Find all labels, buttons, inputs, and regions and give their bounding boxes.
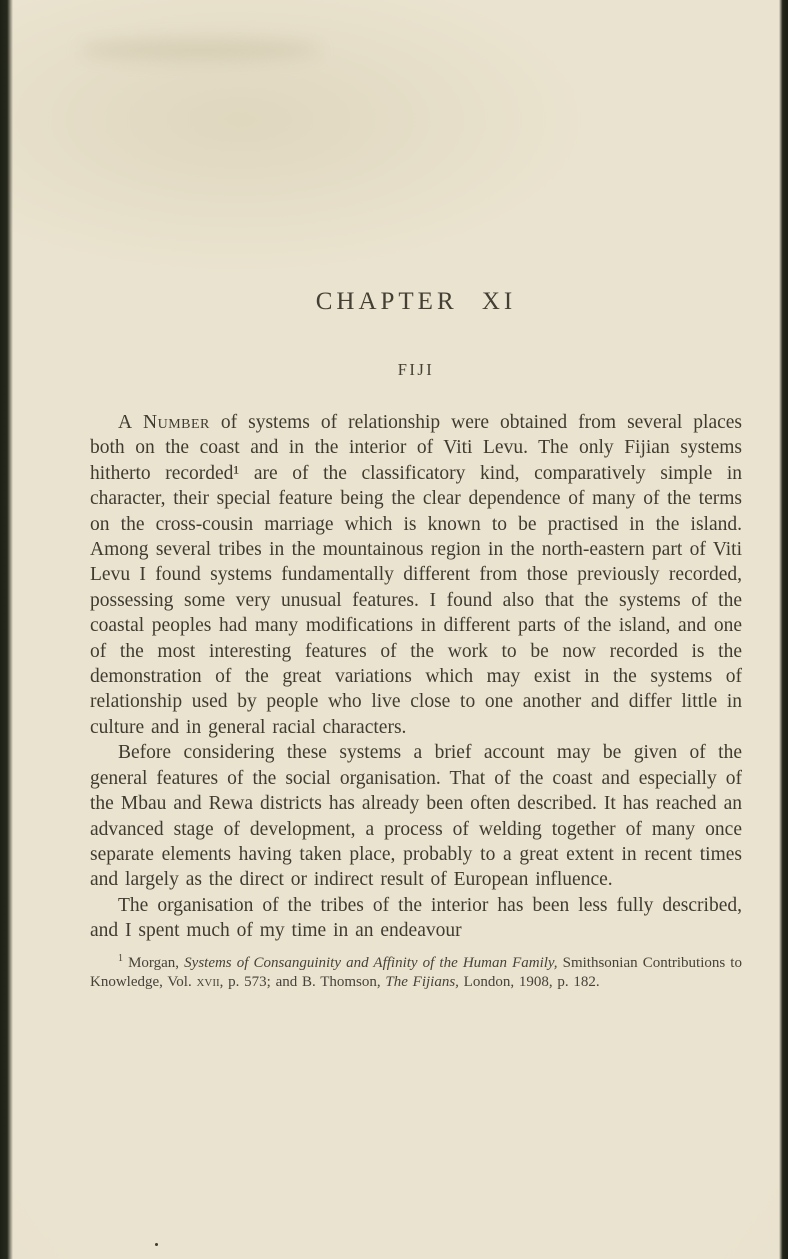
ink-speck <box>155 1243 158 1246</box>
page-content <box>90 0 742 993</box>
section-title: FIJI <box>397 360 435 379</box>
paragraph-text: of systems of relationship were obtained from several places both on the coast and in the interior of Viti Levu. The only Fijian systems hitherto recorded¹ are of the classificatory kind, comparatively simple in character, their special feature being the clear dependence of many of the terms on the cross-cousin marriage which is known to be practised in the island. Among several tribes in the mountainous region in the north-eastern part of Viti Levu I found systems fundamentally different from those previously recorded, possessing some very unusual features. I found also that the systems of the coastal peoples had many modifications in different parts of the island, and one of the most interesting features of the work to be now recorded is the demonstration of the great variations which may exist in the systems of relationship used by people who live close to one another and differ little in culture and in general racial characters. <box>90 412 742 738</box>
page-edge-shadow-left <box>0 0 13 1259</box>
paragraph: The organisation of the tribes of the interior has been less fully described, and I spent much of my time in an endeavour <box>90 894 742 942</box>
footnote-marker: 1 <box>118 952 123 964</box>
chapter-title: CHAPTER XI <box>315 288 517 315</box>
footnote-text: London, 1908, p. 182. <box>458 974 600 991</box>
footnote-text-smallcaps: xvii <box>196 974 220 991</box>
footnote-text: Morgan, <box>123 954 185 971</box>
paragraph <box>90 410 742 740</box>
footnote-text: , p. 573; and B. Thomson, <box>219 974 386 991</box>
footnote <box>90 954 742 993</box>
body-text <box>90 410 742 944</box>
footnote-text: Smithsonian Contributions to Knowledge, Vol. <box>90 954 742 991</box>
page-edge-shadow-right <box>779 0 788 1259</box>
footnote-text-italic: Systems of Consanguinity and Affinity of the Human Family, <box>184 954 558 971</box>
paragraph: Before considering these systems a brief account may be given of the general features of the social organisation. That of the coast and especially of the Mbau and Rewa districts has already been often described. It has reached an advanced stage of development, a process of welding together of many once separate elements having taken place, probably to a great extent in recent times and largely as the direct or indirect result of European influence. <box>90 742 742 891</box>
paragraph-lead-smallcaps: A Number <box>118 412 210 433</box>
footnote-text-italic: The Fijians, <box>385 974 459 991</box>
